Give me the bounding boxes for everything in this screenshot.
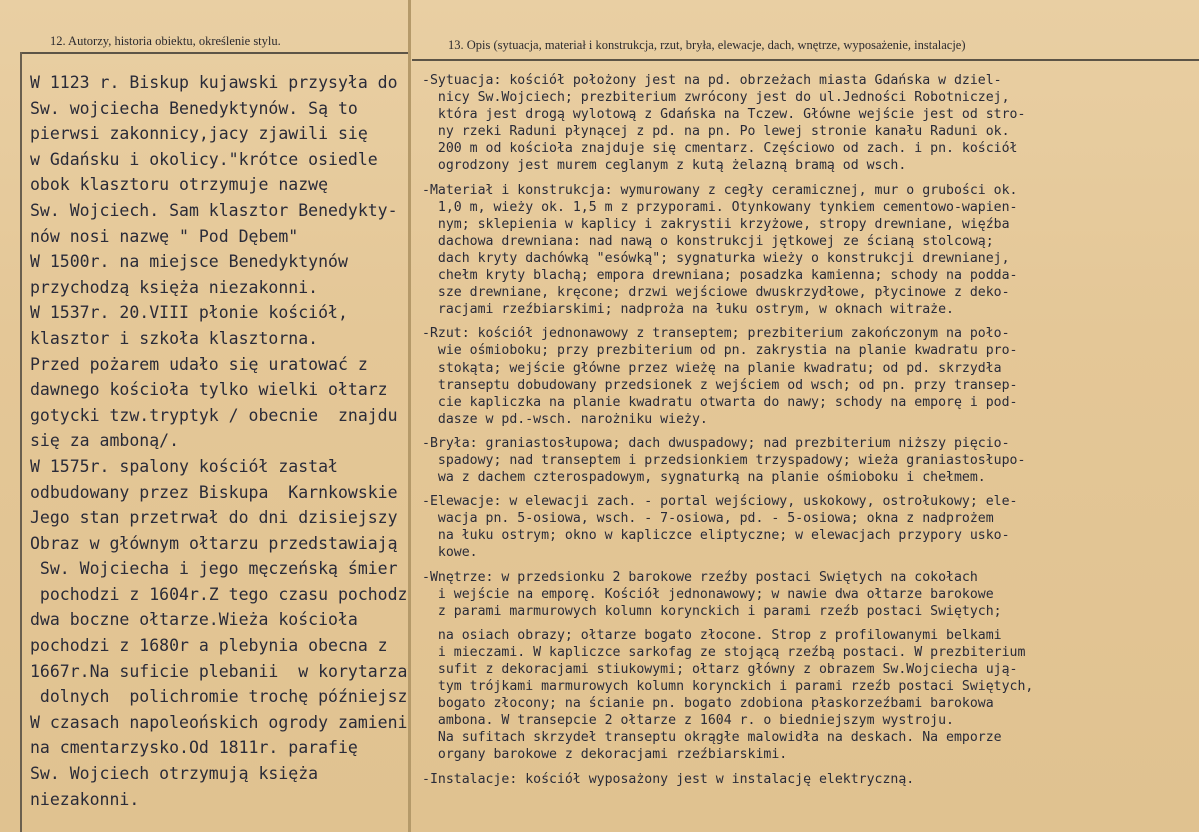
history-text-line: Sw. wojciecha Benedyktynów. Są to <box>30 98 358 118</box>
description-text-line: ambona. W transepcie 2 ołtarze z 1604 r. o biedniejszym wystroju. <box>422 713 954 729</box>
history-text-line: na cmentarzysko.Od 1811r. parafię <box>30 738 358 758</box>
history-text-line: dolnych polichromie trochę późniejsz <box>30 687 408 707</box>
description-text-line: z parami marmurowych kolumn korynckich i parami rzeźb postaci Swiętych; <box>422 603 1002 619</box>
left-margin-rule <box>20 52 22 832</box>
description-text-line: kowe. <box>422 545 478 561</box>
column-divider <box>408 0 411 832</box>
description-text-line: -Sytuacja: kościół położony jest na pd. obrzeżach miasta Gdańska w dziel- <box>422 73 1002 88</box>
description-text-line: sufit z dekoracjami stiukowymi; ołtarz główny z obrazem Sw.Wojciecha ują- <box>422 662 1018 677</box>
history-text-line: 1667r.Na suficie plebanii w korytarza <box>30 661 408 681</box>
history-text-line: pochodzi z 1604r.Z tego czasu pochodz <box>30 584 408 604</box>
description-paragraph <box>422 72 1192 175</box>
section-12-heading: 12. Autorzy, historia obiektu, określenie stylu. <box>50 34 281 48</box>
description-text-line: wie ośmioboku; przy prezbiterium od pn. zakrystia na planie kwadratu pro- <box>422 343 1018 359</box>
description-text-column <box>422 72 1192 795</box>
history-text-line: nów nosi nazwę " Pod Dębem" <box>30 226 299 246</box>
description-text-line: ogrodzony jest murem ceglanym z kutą żelazną bramą od wsch. <box>422 158 907 174</box>
history-text-line: Przed pożarem udało się uratować z <box>30 354 368 374</box>
description-text-line: wacja pn. 5-osiowa, wsch. - 7-osiowa, pd. - 5-osiowa; okna z nadprożem <box>422 511 994 527</box>
history-text-column <box>30 70 408 812</box>
description-paragraph <box>422 771 1192 788</box>
history-text-line: Obraz w głównym ołtarzu przedstawiają <box>30 533 398 553</box>
description-paragraph <box>422 569 1192 620</box>
history-text-line: Sw. Wojciecha i jego męczeńską śmier <box>30 559 398 579</box>
description-text-line: ny rzeki Raduni płynącej z pd. na pn. Po lewej stronie kanału Raduni ok. <box>422 124 1010 140</box>
description-text-line: nym; sklepienia w kaplicy i zakrystii krzyżowe, stropy drewniane, więźba <box>422 216 1010 232</box>
history-text-line: W czasach napoleońskich ogrody zamieni <box>30 712 408 732</box>
description-text-line: dach kryty dachówką "esówką"; sygnaturka wieży o konstrukcji drewnianej, <box>422 250 1010 266</box>
description-text-line: racjami rzeźbiarskimi; nadproża na łuku ostrym, w oknach witraże. <box>422 302 954 318</box>
description-text-line: stokąta; wejście główne przez wieżę na planie kwadratu; od pd. skrzydła <box>422 360 1002 376</box>
history-text-line: W 1537r. 20.VIII płonie kościół, <box>30 303 348 323</box>
description-text-line: na osiach obrazy; ołtarze bogato złocone. Strop z profilowanymi belkami <box>422 627 1002 643</box>
history-text-line: Sw. Wojciech otrzymują księża <box>30 764 319 784</box>
history-text-line: klasztor i szkoła klasztorna. <box>30 328 319 348</box>
description-text-line: 1,0 m, wieży ok. 1,5 m z przyporami. Otynkowany tynkiem cementowo-wapien- <box>422 199 1018 215</box>
description-text-line: i mieczami. W kapliczce sarkofag ze stojącą rzeźbą postaci. W prezbiterium <box>422 644 1026 660</box>
history-text-line: dawnego kościoła tylko wielki ołtarz <box>30 380 388 400</box>
description-text-line: -Rzut: kościół jednonawowy z transeptem; prezbiterium zakończonym na poło- <box>422 326 1010 342</box>
history-text-line: W 1500r. na miejsce Benedyktynów <box>30 252 348 272</box>
description-text-line: która jest drogą wylotową z Gdańska na Tczew. Główne wejście jest od stro- <box>422 107 1026 123</box>
history-text-line: W 1575r. spalony kościół zastał <box>30 456 338 476</box>
description-text-line: -Instalacje: kościół wyposażony jest w instalację elektryczną. <box>422 771 915 787</box>
description-text-line: -Elewacje: w elewacji zach. - portal wejściowy, uskokowy, ostrołukowy; ele- <box>422 494 1018 510</box>
description-paragraph <box>422 627 1192 764</box>
description-text-line: -Bryła: graniastosłupowa; dach dwuspadowy; nad prezbiterium niższy pięcio- <box>422 435 1010 451</box>
history-text-line: Sw. Wojciech. Sam klasztor Benedykty- <box>30 200 398 220</box>
description-text-line: Na sufitach skrzydeł transeptu okrągłe malowidła na deskach. Na emporze <box>422 730 1002 746</box>
description-paragraph <box>422 325 1192 428</box>
history-text-line: się za amboną/. <box>30 431 180 451</box>
history-text-line: dwa boczne ołtarze.Wieża kościoła <box>30 610 358 630</box>
description-paragraph <box>422 182 1192 319</box>
description-text-line: chełm kryty blachą; empora drewniana; posadzka kamienna; schody na podda- <box>422 268 1018 284</box>
description-text-line: organy barokowe z dekoracjami rzeźbiarskimi. <box>422 747 788 763</box>
history-text-line: odbudowany przez Biskupa Karnkowskie <box>30 482 398 502</box>
history-text-line: W 1123 r. Biskup kujawski przysyła do <box>30 73 398 92</box>
description-paragraph <box>422 435 1192 486</box>
description-paragraph <box>422 493 1192 561</box>
header-rule-left <box>20 52 408 54</box>
description-text-line: tym trójkami marmurowych kolumn korynckich i parami rzeźb postaci Swiętych, <box>422 679 1034 695</box>
description-text-line: dachowa drewniana: nad nawą o konstrukcji jętkowej ze ścianą stolcową; <box>422 233 994 249</box>
section-13-heading: 13. Opis (sytuacja, materiał i konstrukcja, rzut, bryła, elewacje, dach, wnętrze, wyposażenie, instalacje) <box>448 38 966 52</box>
history-text-line: obok klasztoru otrzymuje nazwę <box>30 175 329 195</box>
description-text-line: 200 m od kościoła znajduje się cmentarz. Częściowo od zach. i pn. kościół <box>422 141 1018 157</box>
history-text-line: pierwsi zakonnicy,jacy zjawili się <box>30 124 368 144</box>
history-text-line: Jego stan przetrwał do dni dzisiejszy <box>30 508 398 528</box>
description-text-line: na łuku ostrym; okno w kapliczce eliptyczne; w elewacjach przypory usko- <box>422 528 1010 544</box>
history-text-line: niezakonni. <box>30 789 140 809</box>
description-text-line: -Materiał i konstrukcja: wymurowany z cegły ceramicznej, mur o grubości ok. <box>422 182 1018 198</box>
description-text-line: dasze w pd.-wsch. narożniku wieży. <box>422 411 708 427</box>
description-text-line: transeptu dobudowany przedsionek z wejściem od wsch; od pn. przy transep- <box>422 377 1018 393</box>
description-text-line: nicy Sw.Wojciech; prezbiterium zwrócony jest do ul.Jedności Robotniczej, <box>422 90 1010 106</box>
history-text-line: pochodzi z 1680r a plebynia obecna z <box>30 636 388 656</box>
history-text-line: w Gdańsku i okolicy."krótce osiedle <box>30 149 378 169</box>
description-text-line: i wejście na emporę. Kościół jednonawowy; w nawie dwa ołtarze barokowe <box>422 586 994 602</box>
description-text-line: wa z dachem czterospadowym, sygnaturką na planie ośmioboku i chełmem. <box>422 470 986 486</box>
header-rule-right <box>412 59 1199 61</box>
description-text-line: cie kapliczka na planie kwadratu otwarta do nawy; schody na emporę i pod- <box>422 394 1018 410</box>
description-text-line: -Wnętrze: w przedsionku 2 barokowe rzeźby postaci Swiętych na cokołach <box>422 569 978 585</box>
history-text-line: przychodzą księża niezakonni. <box>30 277 319 297</box>
description-text-line: spadowy; nad transeptem i przedsionkiem trzyspadowy; wieża graniastosłupo- <box>422 452 1026 468</box>
description-text-line: sze drewniane, kręcone; drzwi wejściowe dwuskrzydłowe, płycinowe z deko- <box>422 285 1010 301</box>
history-text-line: gotycki tzw.tryptyk / obecnie znajdu <box>30 405 398 425</box>
description-text-line: bogato złocony; na ścianie pn. bogato zdobiona płaskorzeźbami barokowa <box>422 696 994 712</box>
